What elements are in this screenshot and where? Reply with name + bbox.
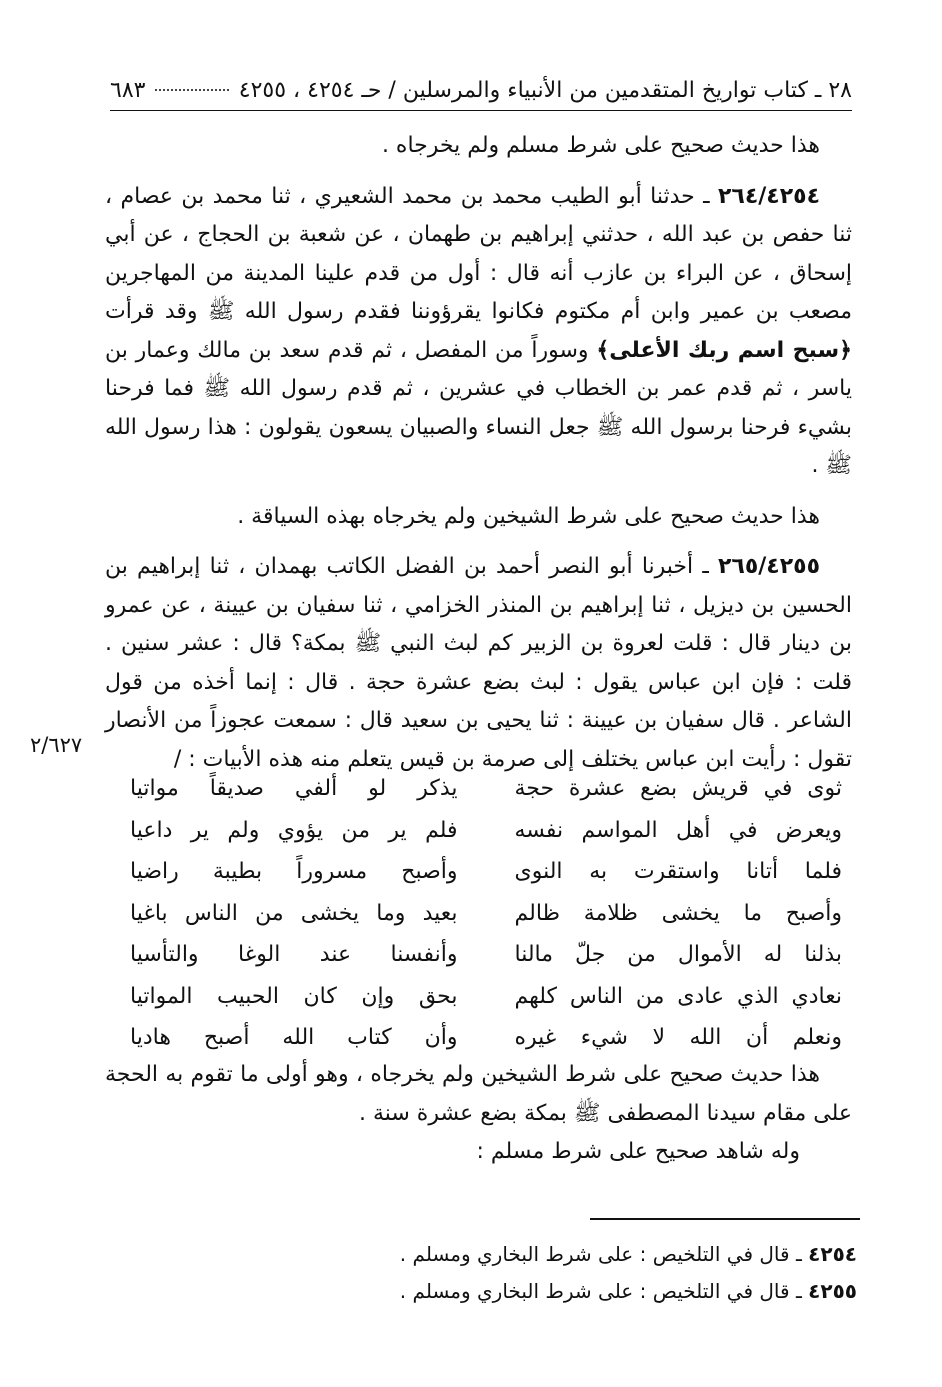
verse-second-hemistich: وأن كتاب الله أصبح هاديا <box>130 1025 458 1050</box>
footnote-number: ٤٢٥٤ <box>808 1242 857 1266</box>
verse-first-hemistich: فلما أتانا واستقرت به النوى <box>514 859 842 884</box>
verse-second-hemistich: يذكر لو ألفي صديقاً مواتيا <box>130 776 458 801</box>
footnote-separator <box>590 1218 860 1220</box>
poem <box>130 768 842 1059</box>
page-header <box>110 70 852 111</box>
running-title: ٢٨ ـ كتاب تواريخ المتقدمين من الأنبياء والمرسلين / حـ ٤٢٥٤ ، ٤٢٥٥ <box>238 77 852 103</box>
verse-second-hemistich: وأصبح مسروراً بطيبة راضيا <box>130 859 458 884</box>
page-number: ٦٨٣ <box>110 77 146 103</box>
verdict-paragraph: هذا حديث صحيح على شرط الشيخين ولم يخرجاه ، وهو أولى ما تقوم به الحجة على مقام سيدنا المصطفى ﷺ بمكة بضع عشرة سنة . <box>105 1062 852 1126</box>
poem-verse <box>130 768 842 810</box>
footnote-text: ـ قال في التلخيص : على شرط البخاري ومسلم . <box>399 1242 802 1266</box>
poem-verse <box>130 810 842 852</box>
verse-first-hemistich: بذلنا له الأموال من جلّ مالنا <box>514 942 842 967</box>
verse-first-hemistich: وأصبح ما يخشى ظلامة ظالم <box>514 900 842 926</box>
footnote-text: ـ قال في التلخيص : على شرط البخاري ومسلم . <box>399 1279 802 1303</box>
verdict-paragraph: هذا حديث صحيح على شرط الشيخين ولم يخرجاه بهذه السياقة . <box>237 503 820 529</box>
footnote <box>105 1236 857 1273</box>
verse-first-hemistich: ثوى في قريش بضع عشرة حجة <box>514 776 842 801</box>
verdict-paragraph: هذا حديث صحيح على شرط مسلم ولم يخرجاه . <box>381 133 820 158</box>
footnotes <box>105 1236 857 1310</box>
text-block-1 <box>105 127 852 779</box>
verse-second-hemistich: فلم ير من يؤوي ولم ير داعيا <box>130 817 458 843</box>
footnote-number: ٤٢٥٥ <box>808 1279 857 1303</box>
margin-note: ٢/٦٢٧ <box>30 733 83 757</box>
hadith-text: ـ حدثنا أبو الطيب محمد بن محمد الشعيري ، ثنا محمد بن عصام ، ثنا حفص بن عبد الله ، حدثني إبراهيم بن طهمان ، عن شعبة بن الحجاج ، عن أبي إسحاق ، عن البراء بن عازب أنه قال : أول من قدم علينا المدينة من المهاجرين مصعب بن عمير وابن أم مكتوم فكانوا يقرؤوننا فقدم رسول الله ﷺ وقد قرأت <box>105 183 852 324</box>
header-leader-dots <box>155 89 228 91</box>
hadith-paragraph <box>105 178 852 486</box>
verse-second-hemistich: وأنفسنا عند الوغا والتأسيا <box>130 942 458 967</box>
shahid-paragraph: وله شاهد صحيح على شرط مسلم : <box>476 1139 800 1164</box>
poem-verse <box>130 976 842 1018</box>
verse-first-hemistich: ونعلم أن الله لا شيء غيره <box>514 1025 842 1050</box>
sura-quote: ﴿سبح اسم ربك الأعلى﴾ <box>596 337 852 363</box>
footnote <box>105 1273 857 1310</box>
hadith-text: ـ أخبرنا أبو النصر أحمد بن الفضل الكاتب بهمدان ، ثنا إبراهيم بن الحسين بن ديزيل ، ثنا إبراهيم بن المنذر الخزامي ، ثنا سفيان بن عيينة ، عن عمرو بن دينار قال : قلت لعروة بن الزبير كم لبث النبي ﷺ بمكة؟ قال : عشر سنين . قلت : فإن ابن عباس يقول : لبث بضع عشرة حجة . قال : إنما أخذه من قول الشاعر . قال سفيان بن عيينة : ثنا يحيى بن سعيد قال : سمعت عجوزاً من الأنصار تقول : رأيت ابن عباس يختلف إلى صرمة بن قيس يتعلم منه هذه الأبيات : / <box>105 554 852 772</box>
verse-second-hemistich: بحق وإن كان الحبيب المواتيا <box>130 983 458 1009</box>
hadith-paragraph <box>105 548 852 779</box>
poem-verse <box>130 893 842 935</box>
poem-verse <box>130 934 842 976</box>
verse-first-hemistich: نعادي الذي عادى من الناس كلهم <box>514 983 842 1009</box>
hadith-text-continued: وسوراً من المفصل ، ثم قدم سعد بن مالك وعمار بن ياسر ، ثم قدم عمر بن الخطاب في عشرين ، ثم قدم رسول الله ﷺ فما فرحنا بشيء فرحنا برسول الله ﷺ جعل النساء والصبيان يسعون يقولون : هذا رسول الله ﷺ . <box>105 337 852 478</box>
poem-verse <box>130 1017 842 1059</box>
hadith-number: ٢٦٥/٤٢٥٥ <box>717 554 820 579</box>
poem-verse <box>130 851 842 893</box>
text-block-2 <box>105 1056 852 1172</box>
verse-second-hemistich: بعيد وما يخشى من الناس باغيا <box>130 900 458 926</box>
hadith-number: ٢٦٤/٤٢٥٤ <box>717 183 820 209</box>
verse-first-hemistich: ويعرض في أهل المواسم نفسه <box>514 817 842 843</box>
